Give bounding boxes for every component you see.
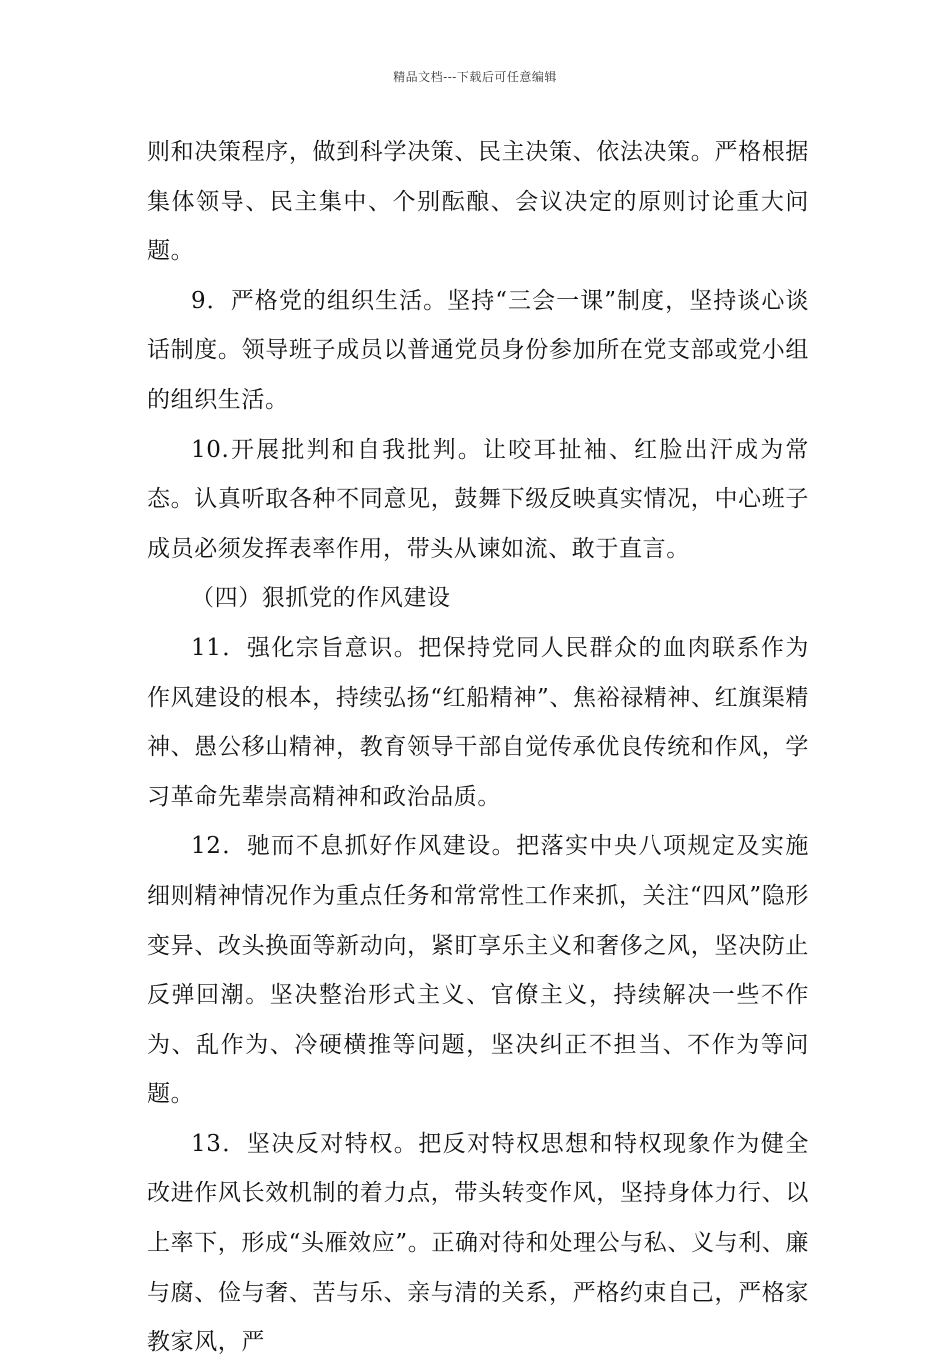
paragraph-item-10: 10.开展批判和自我批判。让咬耳扯袖、红脸出汗成为常态。认真听取各种不同意见，鼓舞下级反映真实情况，中心班子成员必须发挥表率作用，带头从谏如流、敢于直言。 — [147, 436, 809, 562]
page-header: 精品文档---下载后可任意编辑 — [393, 70, 557, 84]
paragraph-item-12: 12．驰而不息抓好作风建设。把落实中央八项规定及实施细则精神情况作为重点任务和常常性工作来抓，关注“四风”隐形变异、改头换面等新动向，紧盯享乐主义和奢侈之风，坚决防止反弹回潮。坚决整治形式主义、官僚主义，持续解决一些不作为、乱作为、冷硬横推等问题，坚决纠正不担当、不作为等问题。 — [147, 833, 809, 1108]
paragraph-continuation: 则和决策程序，做到科学决策、民主决策、依法决策。严格根据集体领导、民主集中、个别酝酿、会议决定的原则讨论重大问题。 — [147, 139, 809, 265]
paragraph-item-9: 9．严格党的组织生活。坚持“三会一课”制度，坚持谈心谈话制度。领导班子成员以普通党员身份参加所在党支部或党小组的组织生活。 — [147, 287, 809, 413]
section-heading: （四）狠抓党的作风建设 — [191, 585, 451, 612]
paragraph-item-13: 13．坚决反对特权。把反对特权思想和特权现象作为健全改进作风长效机制的着力点，带头转变作风，坚持身体力行、以上率下，形成“头雁效应”。正确对待和处理公与私、义与利、廉与腐、俭与奢、苦与乐、亲与清的关系，严格约束自己，严格家教家风，严 — [147, 1130, 809, 1356]
document-body — [147, 128, 809, 1368]
paragraph-item-11: 11．强化宗旨意识。把保持党同人民群众的血肉联系作为作风建设的根本，持续弘扬“红船精神”、焦裕禄精神、红旗渠精神、愚公移山精神，教育领导干部自觉传承优良传统和作风，学习革命先辈崇高精神和政治品质。 — [147, 634, 809, 810]
